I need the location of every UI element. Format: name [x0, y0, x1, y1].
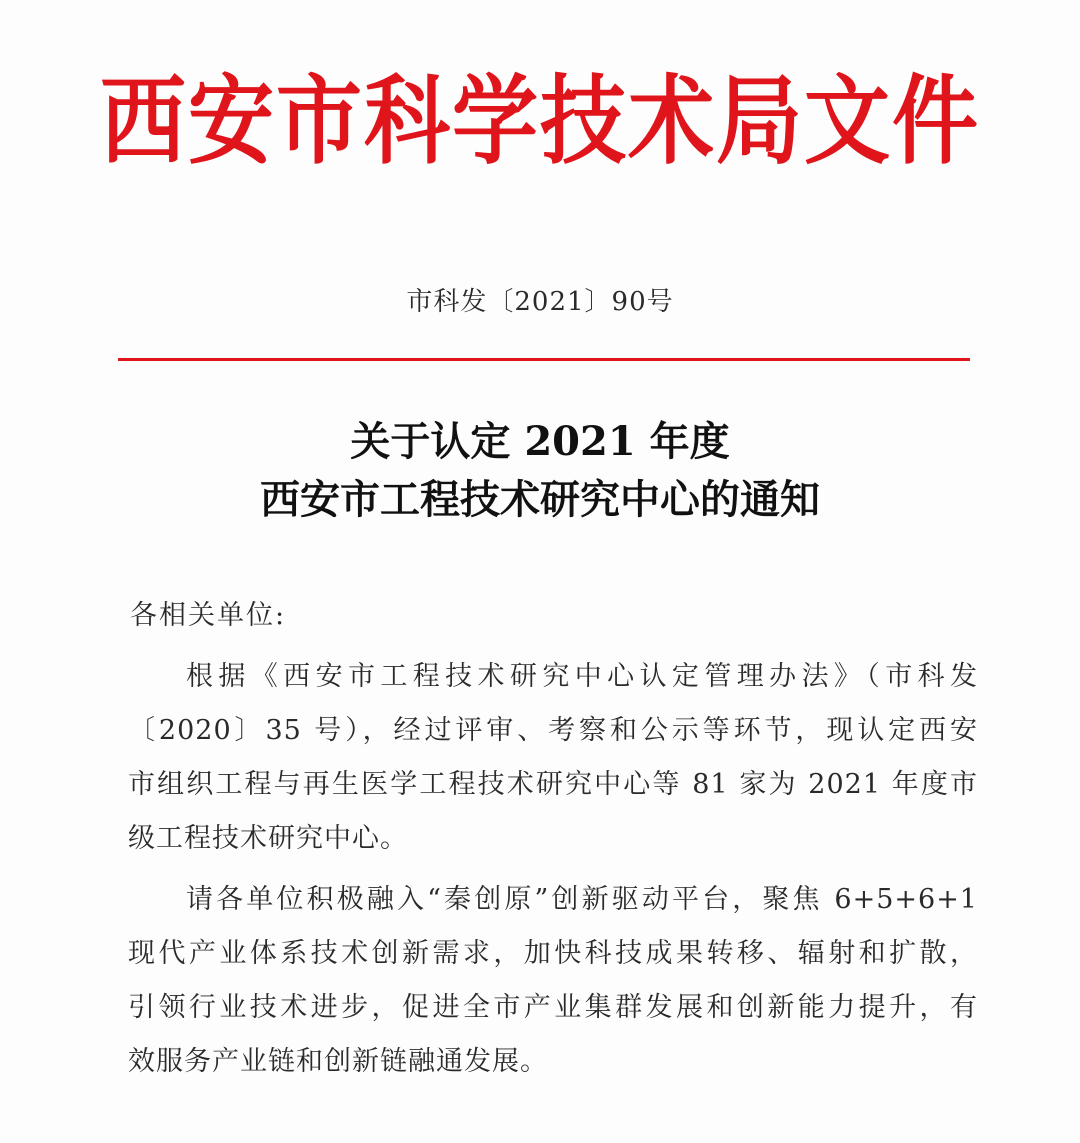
document-number: 市科发〔2021〕90号: [406, 287, 674, 317]
salutation: 各相关单位:: [130, 600, 287, 631]
masthead-title: 西安市科学技术局文件: [100, 64, 980, 178]
paragraph-1-line-3: 市组织工程与再生医学工程技术研究中心等 81 家为 2021 年度市: [128, 769, 978, 800]
paragraph-1-line-2: 〔2020〕35 号），经过评审、考察和公示等环节，现认定西安: [128, 715, 978, 746]
paragraph-2-line-2: 现代产业体系技术创新需求，加快科技成果转移、辐射和扩散，: [128, 938, 978, 969]
red-divider-rule: [118, 358, 970, 361]
paragraph-2-line-3: 引领行业技术进步，促进全市产业集群发展和创新能力提升，有: [128, 992, 978, 1023]
paragraph-2-line-4: 效服务产业链和创新链融通发展。: [128, 1046, 548, 1077]
paragraph-2-line-1: 请各单位积极融入“秦创原”创新驱动平台，聚焦 6+5+6+1: [186, 884, 978, 915]
paragraph-1-line-1: 根据《西安市工程技术研究中心认定管理办法》（市科发: [186, 661, 978, 692]
notice-title-line-1: 关于认定 2021 年度: [350, 418, 730, 465]
paragraph-1-line-4: 级工程技术研究中心。: [128, 823, 408, 854]
notice-title-line-2: 西安市工程技术研究中心的通知: [260, 476, 820, 523]
